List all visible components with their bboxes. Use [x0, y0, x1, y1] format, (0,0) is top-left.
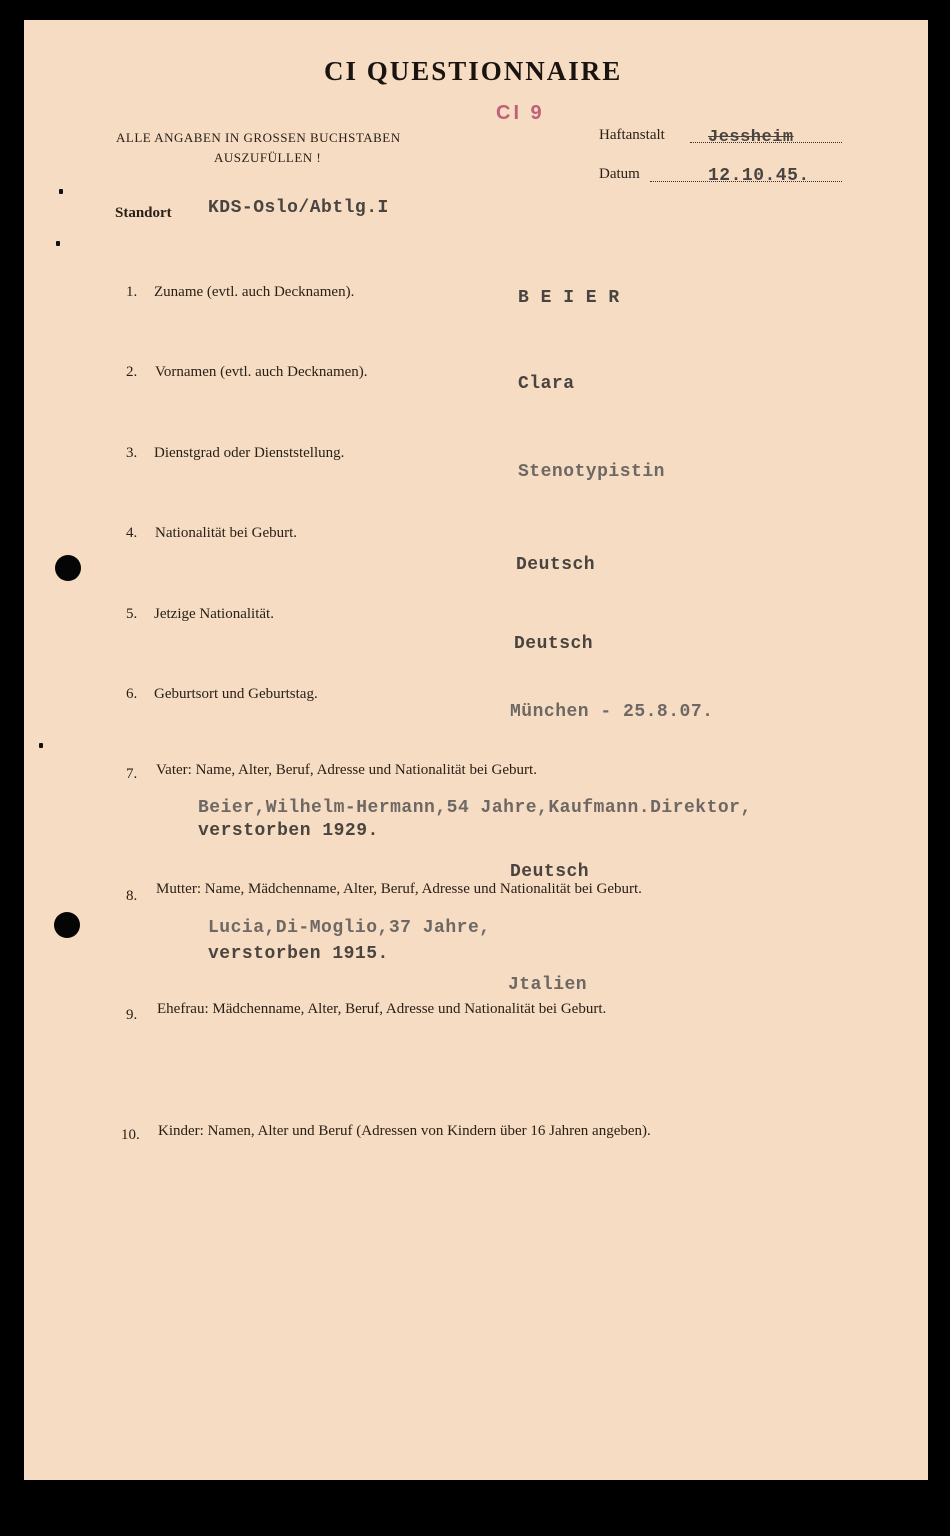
q7-answer-line-1: Beier,Wilhelm-Hermann,54 Jahre,Kaufmann.Direktor, — [198, 798, 752, 818]
instruction-line-2: AUSZUFÜLLEN ! — [214, 150, 322, 165]
q4-answer: Deutsch — [516, 555, 596, 575]
questionnaire-page — [24, 20, 928, 1480]
q5-answer: Deutsch — [514, 634, 594, 654]
q10-number: 10. — [121, 1127, 140, 1143]
haftanstalt-value: Jessheim — [708, 128, 794, 147]
q2-number: 2. — [126, 364, 138, 380]
q10-label: Kinder: Namen, Alter und Beruf (Adressen von Kindern über 16 Jahren angeben). — [158, 1123, 651, 1139]
punch-hole-bottom — [54, 912, 80, 938]
q3-label: Dienstgrad oder Dienststellung. — [154, 445, 345, 461]
q6-label: Geburtsort und Geburtstag. — [154, 686, 318, 702]
q2-answer: Clara — [518, 374, 575, 394]
page-title: CI QUESTIONNAIRE — [324, 56, 623, 86]
datum-label: Datum — [599, 166, 640, 182]
q4-number: 4. — [126, 525, 138, 541]
instruction-line-1: ALLE ANGABEN IN GROSSEN BUCHSTABEN — [116, 130, 401, 145]
q1-answer: B E I E R — [518, 288, 620, 308]
q7-answer-line-2: verstorben 1929. — [198, 821, 379, 841]
q6-answer: München - 25.8.07. — [510, 702, 714, 722]
q9-label: Ehefrau: Mädchenname, Alter, Beruf, Adresse und Nationalität bei Geburt. — [157, 1001, 607, 1017]
punch-hole-top — [55, 555, 81, 581]
margin-mark — [59, 189, 63, 194]
q2-label: Vornamen (evtl. auch Decknamen). — [155, 364, 368, 380]
ci-stamp: CI 9 — [496, 102, 545, 124]
q7-label: Vater: Name, Alter, Beruf, Adresse und Nationalität bei Geburt. — [156, 762, 537, 778]
margin-mark — [56, 241, 60, 246]
q4-label: Nationalität bei Geburt. — [155, 525, 298, 541]
q3-answer: Stenotypistin — [518, 462, 665, 482]
margin-mark — [39, 743, 43, 748]
q8-nationality: Jtalien — [508, 975, 588, 995]
standort-label: Standort — [115, 205, 172, 221]
q8-answer-line-1: Lucia,Di-Moglio,37 Jahre, — [208, 918, 491, 938]
q9-number: 9. — [126, 1007, 138, 1023]
q7-number: 7. — [126, 766, 138, 782]
haftanstalt-label: Haftanstalt — [599, 127, 665, 143]
standort-value: KDS-Oslo/Abtlg.I — [208, 198, 389, 218]
q5-label: Jetzige Nationalität. — [154, 606, 274, 622]
q3-number: 3. — [126, 445, 138, 461]
q8-answer-line-2: verstorben 1915. — [208, 944, 389, 964]
q6-number: 6. — [126, 686, 138, 702]
datum-value: 12.10.45. — [708, 166, 810, 186]
q1-label: Zuname (evtl. auch Decknamen). — [154, 284, 355, 300]
q1-number: 1. — [126, 284, 138, 300]
q7-nationality: Deutsch — [510, 862, 590, 882]
q8-label: Mutter: Name, Mädchenname, Alter, Beruf, Adresse und Nationalität bei Geburt. — [156, 881, 642, 897]
q5-number: 5. — [126, 606, 138, 622]
q8-number: 8. — [126, 888, 138, 904]
